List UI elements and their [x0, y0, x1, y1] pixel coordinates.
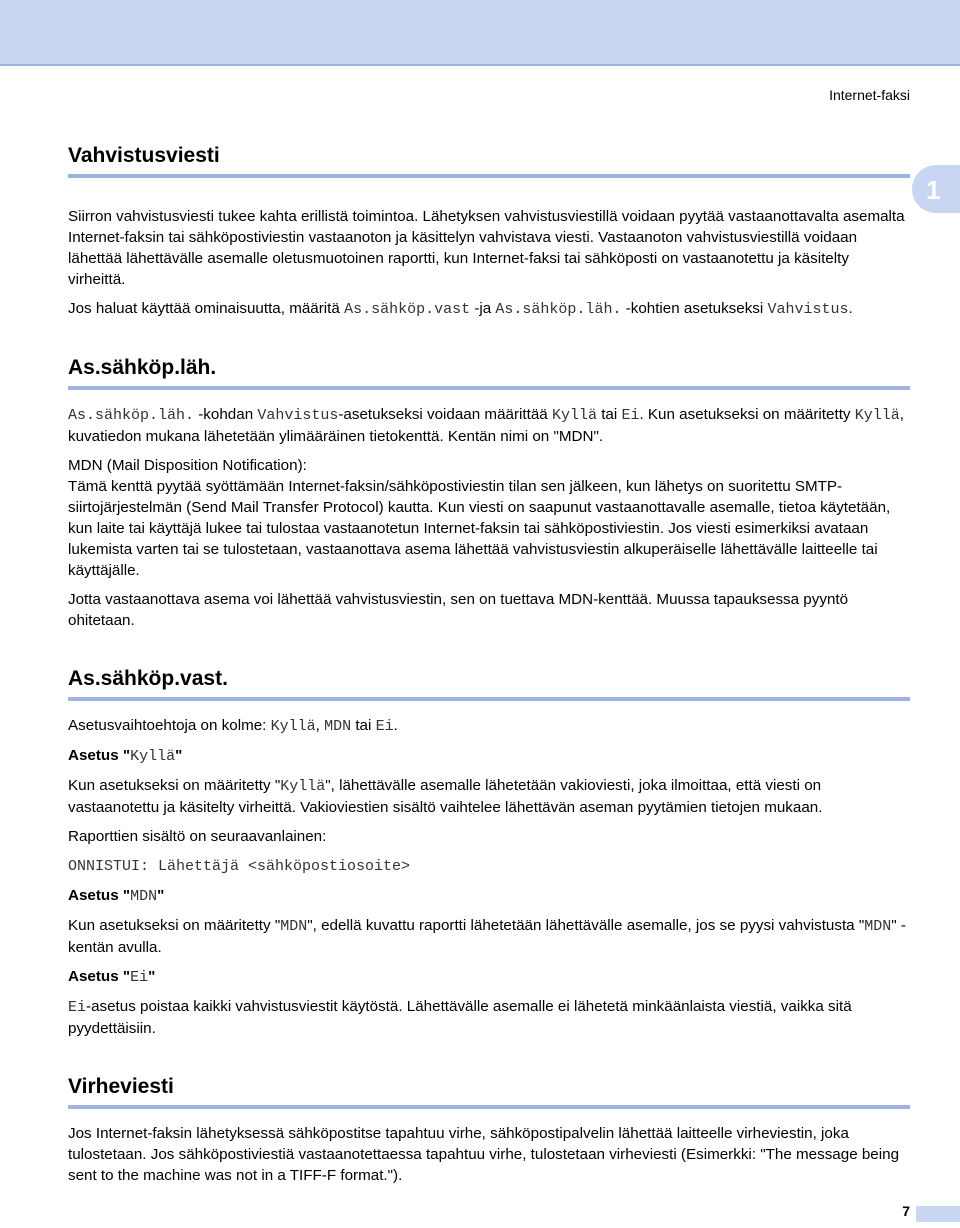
section-title: As.sähköp.läh.	[68, 356, 910, 390]
section-as-sahkop-lah	[68, 356, 910, 631]
paragraph: Tämä kenttä pyytää syöttämään Internet-faksin/sähköpostiviestin tilan sen jälkeen, kun lähetys on suoritettu SMTP-siirtojärjestelmän (Send Mail Transfer Protocol) kautta. Kun viesti on saapunut vastaanottavalle asemalle, tietoa käytetään, kun laite tai käyttäjä lukee tai tulostaa vastaanotetun Internet-faksin tai sähköpostiviestin. Jos viesti esimerkiksi avataan lukemista varten tai se tulostetaan, vastaanottava asema lähettää vahvistusviestin alkuperäiselle lähettävälle laitteelle tai käyttäjälle.	[68, 478, 891, 579]
section-virheviesti	[68, 1075, 910, 1186]
paragraph: Jos haluat käyttää ominaisuutta, määritä As.sähköp.vast -ja As.sähköp.läh. -kohtien asetukseksi Vahvistus.	[68, 300, 853, 318]
section-as-sahkop-vast	[68, 667, 910, 1039]
paragraph: Kun asetukseksi on määritetty "MDN", edellä kuvattu raportti lähetetään lähettävälle asemalle, jos se pyysi vahvistusta "MDN" -kentän avulla.	[68, 917, 906, 956]
chapter-tab	[912, 165, 960, 213]
section-title: As.sähköp.vast.	[68, 667, 910, 701]
paragraph: Jos Internet-faksin lähetyksessä sähköpostitse tapahtuu virhe, sähköpostipalvelin lähettää laitteelle virheviestin, joka tulostetaan. Jos sähköpostiviestiä vastaanotettaessa tapahtuu virhe, tulostetaan virheviesti (Esimerkki: "The message being sent to the machine was not in a TIFF-F format.").	[68, 1125, 900, 1184]
paragraph: Asetusvaihtoehtoja on kolme: Kyllä, MDN tai Ei.	[68, 717, 398, 735]
paragraph: Ei-asetus poistaa kaikki vahvistusviestit käytöstä. Lähettävälle asemalle ei lähetetä minkäänlaista viestiä, vaikka sitä pyydettäisiin.	[68, 998, 852, 1037]
paragraph: Raporttien sisältö on seuraavanlainen:	[68, 828, 327, 845]
paragraph: Siirron vahvistusviesti tukee kahta erillistä toimintoa. Lähetyksen vahvistusviestillä voidaan pyytää vastaanottavalta asemalta Internet-faksin tai sähköpostiviestin vastaanoton ja käsittelyn vahvistava viesti. Vastaanoton vahvistusviestillä voidaan lähettää lähettävälle asemalle oletusmuotoinen raportti, kun Internet-faksi tai sähköposti on vastaanotettu ja käsitelty virheittä.	[68, 208, 905, 288]
option-heading: Asetus "Ei"	[68, 968, 156, 986]
chapter-number: 1	[926, 175, 941, 205]
section-vahvistusviesti	[68, 144, 910, 320]
paragraph: Jotta vastaanottava asema voi lähettää vahvistusviestin, sen on tuettava MDN-kenttää. Muussa tapauksessa pyyntö ohitetaan.	[68, 591, 849, 629]
page-content	[68, 130, 910, 1186]
running-header: Internet-faksi	[829, 87, 910, 103]
report-example: ONNISTUI: Lähettäjä <sähköpostiosoite>	[68, 858, 411, 875]
section-title: Virheviesti	[68, 1075, 910, 1109]
paragraph: Kun asetukseksi on määritetty "Kyllä", lähettävälle asemalle lähetetään vakioviesti, joka ilmoittaa, että viesti on vastaanotettu ja käsitelty virheittä. Vakioviestien sisältö vaihtelee lähettävän aseman pyytämien tietojen mukaan.	[68, 777, 823, 816]
option-heading: Asetus "Kyllä"	[68, 747, 183, 765]
footer-bar	[916, 1206, 960, 1222]
option-heading: Asetus "MDN"	[68, 887, 165, 905]
paragraph-heading: MDN (Mail Disposition Notification):	[68, 457, 307, 474]
top-banner	[0, 0, 960, 66]
page-number: 7	[902, 1203, 910, 1219]
paragraph: As.sähköp.läh. -kohdan Vahvistus-asetukseksi voidaan määrittää Kyllä tai Ei. Kun asetukseksi on määritetty Kyllä, kuvatiedon mukana lähetetään ylimääräinen tietokenttä. Kentän nimi on "MDN".	[68, 406, 904, 445]
section-title: Vahvistusviesti	[68, 144, 910, 178]
